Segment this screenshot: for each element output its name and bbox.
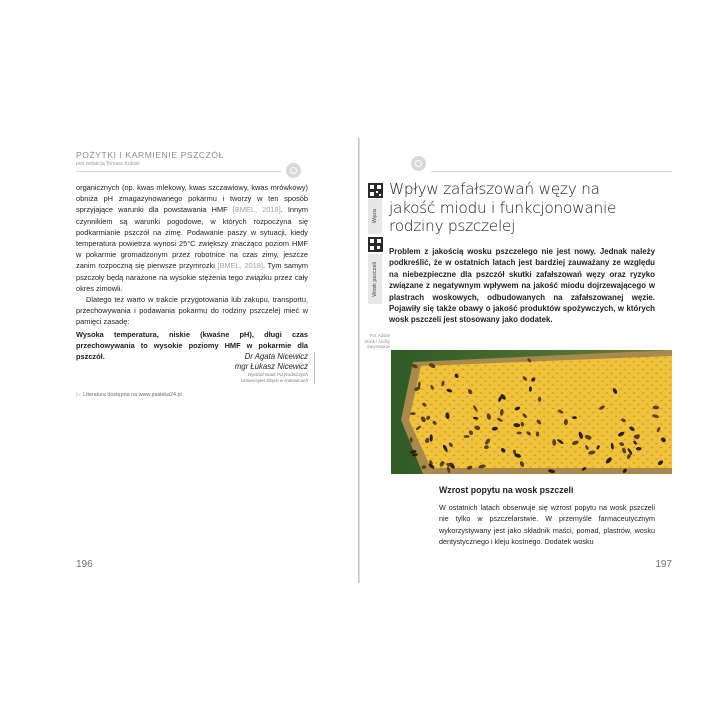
author-name: Dr Agata Nicewicz bbox=[244, 352, 308, 361]
honeycomb-bees-image bbox=[391, 350, 672, 474]
left-page bbox=[52, 138, 357, 583]
bee-shape bbox=[464, 435, 470, 438]
right-page bbox=[361, 138, 672, 583]
bee-shape bbox=[552, 439, 556, 446]
bee-shape bbox=[430, 434, 433, 441]
section-heading: Wzrost popytu na wosk pszczeli bbox=[439, 485, 574, 495]
author-affiliation: Wydział Nauk Przyrodniczych bbox=[247, 372, 308, 377]
text-run: organicznych (np. kwas mlekowy, kwas szczawiowy, kwas mrówkowy) obniża pH zmagazynowanego pokarmu i tworzy w ten sposób sprzyjające warunki dla powstawania HMF bbox=[76, 183, 308, 215]
text-run: . Innym czynnikiem są warunki pogodowe, w których rozpoczyna się podkarmianie pszczół na zimę. Podawanie paszy w sytuacji, kiedy temperatura powietrza wynosi 25°C zwiększy znacząco poziom HMF w pokarmie gromadzonym przez robotnice na czas zimy, jeszcze zanim rozpoczną się pierwsze przymrozki bbox=[76, 205, 309, 271]
author-affiliation: Uniwersytet Śląski w Katowicach bbox=[241, 378, 308, 383]
section-tab-label: Wosk pszczeli bbox=[372, 261, 378, 297]
qr-code-icon bbox=[368, 183, 383, 198]
book-spread bbox=[52, 138, 672, 583]
citation: [BMEL, 2018] bbox=[217, 261, 263, 271]
article-title: Wpływ zafałszowań węzy na jakość miodu i funkcjonowanie rodziny pszczelej bbox=[389, 180, 617, 236]
running-header-title: POŻYTKI I KARMIENIE PSZCZÓŁ bbox=[76, 150, 224, 160]
article-lead: Problem z jakością wosku pszczelego nie jest nowy. Jednak należy podkreślić, że w ostatnich latach jest bardziej zauważany ze względu na niebezpieczne dla pszczół skutki zafałszowań węzy oraz ryzyko związane z negatywnym wpływem na jakość miodu dojrzewającego w plastrach woskowych, odbudowanych na zafałszowanej węzie. Pojawiły się także obawy o jakość produktów spożywczych, w których wosk pszczeli jest stosowany jako dodatek. bbox=[389, 247, 655, 325]
circle-badge-icon bbox=[286, 163, 301, 178]
paragraph: Dlatego też warto w trakcie przygotowania lub zakupu, transportu, przechowywania i podawania pokarmu do rodziny pszczelej mieć w pamięci zasadę: bbox=[76, 295, 308, 327]
header-rule bbox=[76, 171, 281, 172]
header-rule bbox=[431, 171, 672, 172]
author-name: mgr Łukasz Nicewicz bbox=[234, 362, 308, 371]
honeycomb-photo bbox=[391, 350, 672, 474]
section-tab-label: Węza bbox=[372, 209, 378, 224]
section-tab bbox=[368, 199, 382, 234]
literature-note bbox=[76, 392, 182, 398]
left-body-text bbox=[76, 182, 308, 362]
citation: [BMEL, 2018] bbox=[232, 205, 281, 215]
author-block bbox=[202, 352, 315, 384]
key-statement: Wysoka temperatura, niskie (kwaśne pH), długi czas przechowywania to wysokie poziomy HMF w pokarmie dla pszczół. bbox=[76, 329, 308, 362]
photo-credit: Fot. Adobe Stock / Andriy Sarymsakov bbox=[364, 333, 390, 349]
circle-badge-icon bbox=[411, 156, 426, 171]
page-number: 197 bbox=[655, 559, 672, 570]
qr-code-icon bbox=[368, 237, 383, 252]
page-number: 196 bbox=[76, 559, 93, 570]
section-tab bbox=[368, 254, 382, 304]
right-body-text: W ostatnich latach obserwuje się wzrost popytu na wosk pszczeli nie tylko w pszczelarstwie. W przemyśle farmaceutycznym wykorzystywany jest jako składnik maści, pomad, plastrów, wosku dentystycznego i kleju kostnego. Dodatek wosku bbox=[439, 503, 655, 546]
running-header-subtitle: pod redakcją Tomasz Kubiak bbox=[76, 161, 140, 167]
paragraph bbox=[76, 182, 308, 294]
literature-note-text: Literatura dostępna na www.pasieka24.pl bbox=[83, 392, 182, 398]
text-run: . Tym samym pszczoły będą narażone na wysokie stężenia tego związku przez cały okres zimowli. bbox=[76, 261, 308, 293]
arrow-icon: ▷ bbox=[76, 392, 81, 398]
book-gutter bbox=[358, 138, 360, 583]
